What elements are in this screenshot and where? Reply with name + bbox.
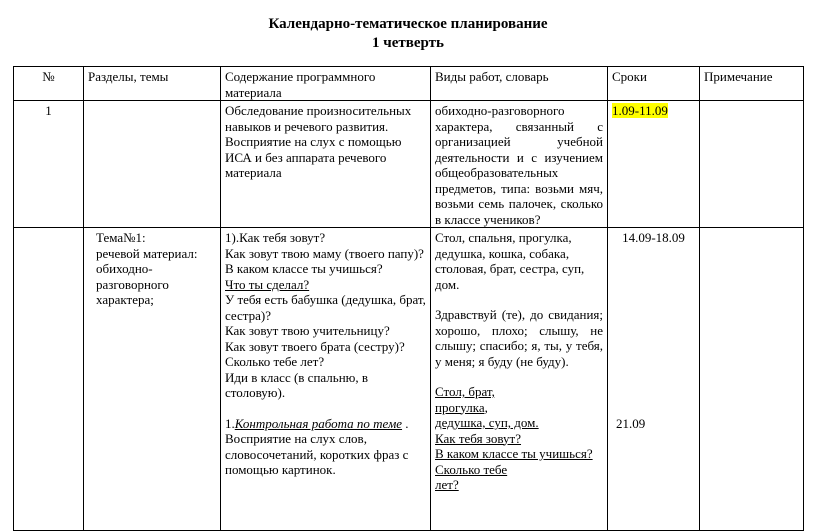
vocab-underlined-line [435,384,603,400]
content-spacer [225,401,426,416]
theme-line: речевой материал: [96,245,198,261]
header-types: Виды работ, словарь [431,67,608,101]
vocab-underlined-text: лет? [435,477,459,492]
content-line: Как зовут твоего брата (сестру)? [225,338,405,354]
theme-line: Тема№1: [96,230,146,245]
dates-spacer [612,246,695,416]
date-single: 21.09 [616,415,646,431]
vocab-underlined-line [435,415,603,431]
vocab-underlined-line [435,400,603,416]
row2-notes [700,228,804,531]
types-spacer [435,292,603,307]
row1-content: Обследование произносительных навыков и речевого развития. Восприятие на слух с помощью ИСА и без аппарата речевого материала [221,101,431,228]
control-work-line [225,416,426,432]
content-line: Иди в класс (в спальню, в столовую). [225,369,369,400]
table-row [14,228,804,531]
header-content: Содержание программного материала [221,67,431,101]
theme-line: характера; [96,292,154,307]
row2-num [14,228,84,531]
header-num: № [14,67,84,101]
vocab-underlined-line [435,462,603,478]
row1-dates-highlight: 1.09-11.09 [612,103,668,118]
row2-types [431,228,608,531]
vocab-paragraph: Стол, спальня, прогулка, дедушка, кошка, собака, столовая, брат, сестра, суп, дом. [435,230,585,292]
vocab-underlined-text: В каком классе ты учишься? [435,446,593,461]
page-subtitle: 1 четверть [372,35,444,51]
row2-content [221,228,431,531]
row1-sections [84,101,221,228]
content-line-underlined [225,277,426,293]
vocab-underlined-text: Как тебя зовут? [435,430,522,446]
control-work-end: . [402,415,409,431]
control-work-number: 1. [225,415,235,431]
row1-num: 1 [14,101,84,228]
row2-sections [84,228,221,531]
date-range: 14.09-18.09 [622,230,685,245]
row1-notes [700,101,804,228]
content-line: 1).Как тебя зовут? [225,230,326,245]
row1-dates [608,101,700,228]
table-row [14,101,804,228]
row1-types: обиходно-разговорного характера, связанный с организацией учебной деятельности и с изучением общеобразовательных предметов, типа: возьми мяч, возьми семь палочек, сколько в классе учеников? [431,101,608,228]
header-dates: Сроки [608,67,700,101]
vocab-underlined-line [435,431,603,447]
vocab-underlined-line [435,446,603,462]
content-line: Как зовут твою учительницу? [225,323,390,338]
row2-dates [608,228,700,531]
theme-line: обиходно- [96,261,153,276]
planning-table [13,66,804,531]
content-line: В каком классе ты учишься? [225,261,383,276]
control-work-title: Контрольная работа по теме [234,415,403,431]
content-line: Как зовут твою маму (твоего папу)? [225,245,424,261]
table-header-row [14,67,804,101]
vocab-underlined-line [435,477,603,493]
theme-line: разговорного [96,276,169,292]
page-title: Календарно-тематическое планирование [268,16,548,32]
vocab-paragraph: Здравствуй (те), до свидания; хорошо, плохо; слышу, не слышу; спасибо; я, ты, у тебя, у меня; я буду (не буду). [435,307,603,369]
header-sections: Разделы, темы [84,67,221,101]
content-line: У тебя есть бабушка (дедушка, брат, сестра)? [225,292,426,323]
content-line: Сколько тебе лет? [225,354,325,369]
vocab-underlined-text: дедушка, суп, дом. [435,415,539,430]
vocab-underlined-text: Сколько тебе [435,461,508,477]
header-notes: Примечание [700,67,804,101]
vocab-underlined-text: прогулка, [435,399,488,415]
vocab-underlined-text: Стол, брат, [435,384,495,399]
content-underlined-text: Что ты сделал? [225,276,310,292]
content-line: Восприятие на слух слов, словосочетаний, коротких фраз с помощью картинок. [225,431,409,477]
types-spacer [435,369,603,384]
